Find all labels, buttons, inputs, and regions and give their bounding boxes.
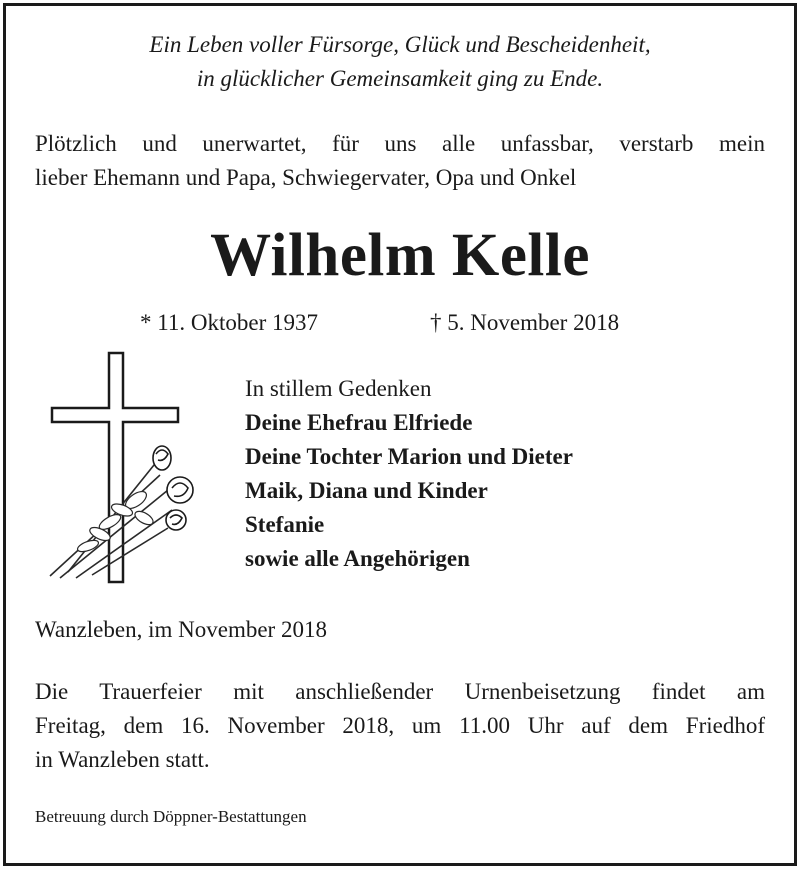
funeral-home-credit: Betreuung durch Döppner-Bestattungen bbox=[35, 807, 307, 826]
intro-line-1: Plötzlich und unerwartet, für uns alle unfassbar, verstarb mein bbox=[35, 131, 765, 156]
intro-text bbox=[35, 127, 765, 195]
mourner-line: Stefanie bbox=[245, 512, 325, 537]
service-info bbox=[35, 675, 765, 777]
mourners-block bbox=[245, 372, 573, 576]
service-line-1: Die Trauerfeier mit anschließender Urnenbeisetzung findet am bbox=[35, 679, 765, 704]
mourner-line: Deine Tochter Marion und Dieter bbox=[245, 444, 573, 469]
death-date: † 5. November 2018 bbox=[430, 310, 620, 335]
cross-with-roses-icon bbox=[40, 350, 210, 585]
place-date: Wanzleben, im November 2018 bbox=[35, 617, 327, 642]
mourner-line: sowie alle Angehörigen bbox=[245, 546, 470, 571]
mourner-line: Deine Ehefrau Elfriede bbox=[245, 410, 473, 435]
deceased-name: Wilhelm Kelle bbox=[210, 222, 590, 289]
intro-line-2: lieber Ehemann und Papa, Schwiegervater, Opa und Onkel bbox=[35, 165, 577, 190]
mourners-heading: In stillem Gedenken bbox=[245, 376, 432, 401]
motto-line-2: in glücklicher Gemeinsamkeit ging zu Ende. bbox=[196, 66, 604, 91]
birth-date: * 11. Oktober 1937 bbox=[140, 310, 319, 335]
mourner-line: Maik, Diana und Kinder bbox=[245, 478, 488, 503]
service-line-3: in Wanzleben statt. bbox=[35, 747, 210, 772]
motto-line-1: Ein Leben voller Fürsorge, Glück und Bescheidenheit, bbox=[149, 32, 651, 57]
service-line-2: Freitag, dem 16. November 2018, um 11.00 Uhr auf dem Friedhof bbox=[35, 713, 765, 738]
motto bbox=[0, 28, 800, 96]
